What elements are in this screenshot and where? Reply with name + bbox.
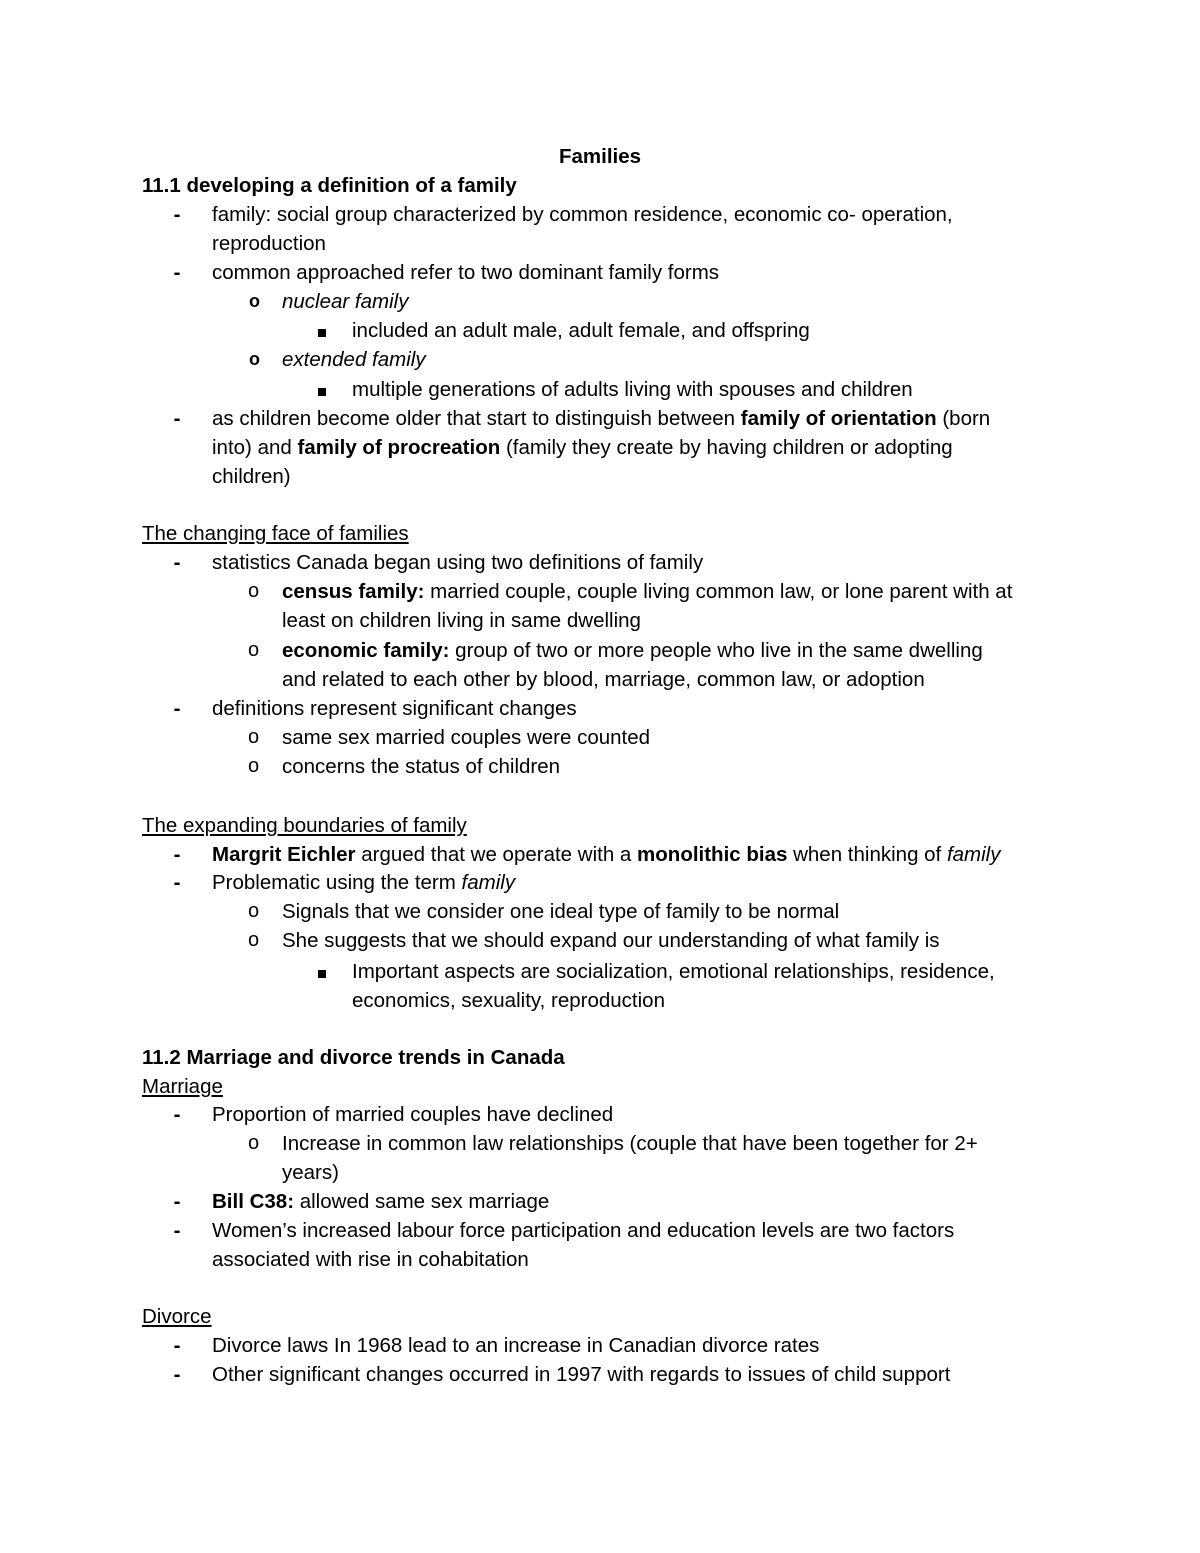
circle-bullet: o (249, 349, 260, 369)
bullet-text: definitions represent significant changes (212, 697, 577, 720)
section-heading-11-1: 11.1 developing a definition of a family (142, 174, 517, 197)
sub-bullet-text: census family: married couple, couple living common law, or lone parent with at (282, 580, 1013, 603)
sub-bullet-text: concerns the status of children (282, 755, 561, 778)
sub-bullet-text: economic family: group of two or more people who live in the same dwelling (282, 639, 983, 662)
bullet-text: common approached refer to two dominant family forms (212, 261, 720, 284)
sub-sub-bullet-text: included an adult male, adult female, and offspring (352, 319, 810, 342)
bullet-text: Proportion of married couples have declined (212, 1103, 614, 1126)
square-bullet (318, 375, 326, 404)
page-title: Families (558, 145, 642, 168)
sub-bullet-text: and related to each other by blood, marriage, common law, or adoption (282, 668, 925, 691)
dash-bullet: - (173, 261, 181, 284)
bullet-text: Other significant changes occurred in 1997 with regards to issues of child support (212, 1363, 951, 1386)
bullet-text: associated with rise in cohabitation (212, 1248, 529, 1271)
bullet-text: as children become older that start to distinguish between family of orientation (born (212, 407, 991, 430)
circle-bullet: o (248, 639, 260, 661)
bullet-text: Women’s increased labour force participation and education levels are two factors (212, 1219, 955, 1242)
sub-bullet-text: extended family (282, 348, 426, 371)
circle-bullet: o (249, 291, 260, 311)
dash-bullet: - (173, 1334, 181, 1357)
bullet-text: family: social group characterized by common residence, economic co- operation, (212, 203, 953, 226)
section-heading-expanding-boundaries: The expanding boundaries of family (142, 814, 467, 837)
sub-bullet-text: nuclear family (282, 290, 409, 313)
sub-bullet-text: Signals that we consider one ideal type of family to be normal (282, 900, 840, 923)
bullet-text: Margrit Eichler argued that we operate with a monolithic bias when thinking of family (212, 843, 1001, 866)
circle-bullet: o (248, 900, 260, 922)
bullet-text: Divorce laws In 1968 lead to an increase in Canadian divorce rates (212, 1334, 820, 1357)
dash-bullet: - (173, 1103, 181, 1126)
subheading-marriage: Marriage (142, 1075, 223, 1098)
circle-bullet: o (248, 755, 260, 777)
dash-bullet: - (173, 697, 181, 720)
circle-bullet: o (248, 726, 260, 748)
dash-bullet: - (173, 551, 181, 574)
dash-bullet: - (173, 407, 181, 430)
sub-sub-bullet-text: multiple generations of adults living with spouses and children (352, 378, 913, 401)
dash-bullet: - (173, 203, 181, 226)
dash-bullet: - (173, 843, 181, 866)
bullet-text: Problematic using the term family (212, 871, 516, 894)
sub-bullet-text: same sex married couples were counted (282, 726, 651, 749)
circle-bullet: o (248, 1132, 260, 1154)
bullet-text: statistics Canada began using two definitions of family (212, 551, 704, 574)
square-bullet (318, 957, 326, 986)
sub-sub-bullet-text: economics, sexuality, reproduction (352, 989, 665, 1012)
circle-bullet: o (248, 929, 260, 951)
bullet-text: children) (212, 465, 291, 488)
section-heading-changing-face: The changing face of families (142, 522, 409, 545)
sub-sub-bullet-text: Important aspects are socialization, emotional relationships, residence, (352, 960, 995, 983)
bullet-text: reproduction (212, 232, 326, 255)
sub-bullet-text: least on children living in same dwelling (282, 609, 641, 632)
dash-bullet: - (173, 1363, 181, 1386)
dash-bullet: - (173, 1190, 181, 1213)
bullet-text: into) and family of procreation (family they create by having children or adopting (212, 436, 953, 459)
sub-bullet-text: Increase in common law relationships (couple that have been together for 2+ (282, 1132, 978, 1155)
sub-bullet-text: She suggests that we should expand our understanding of what family is (282, 929, 940, 952)
dash-bullet: - (173, 871, 181, 894)
sub-bullet-text: years) (282, 1161, 339, 1184)
dash-bullet: - (173, 1219, 181, 1242)
square-bullet (318, 316, 326, 345)
circle-bullet: o (248, 580, 260, 602)
bullet-text: Bill C38: allowed same sex marriage (212, 1190, 550, 1213)
section-heading-11-2: 11.2 Marriage and divorce trends in Canada (142, 1046, 565, 1069)
subheading-divorce: Divorce (142, 1305, 212, 1328)
